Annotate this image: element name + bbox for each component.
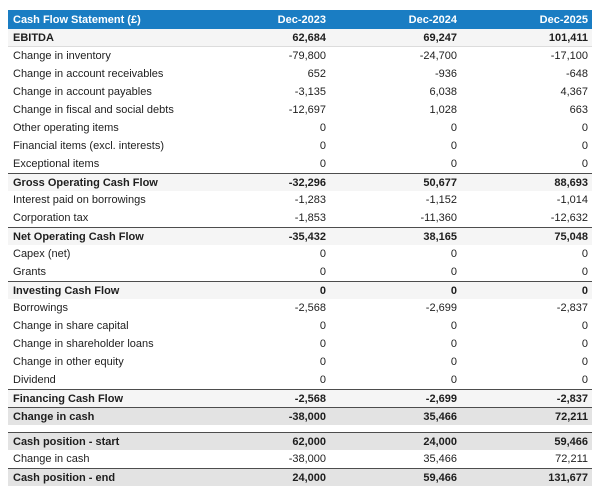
row-label: Interest paid on borrowings — [13, 194, 146, 206]
cell-value: -1,283 — [294, 194, 326, 206]
cell-value: 0 — [450, 374, 457, 386]
cell-value: 0 — [581, 140, 588, 152]
table-row — [8, 65, 592, 83]
row-label: Change in share capital — [13, 320, 129, 332]
row-label: Cash position - end — [13, 471, 116, 484]
cell-value: -32,296 — [288, 176, 326, 189]
cell-value: 0 — [319, 140, 326, 152]
cell-value: -2,568 — [294, 392, 326, 405]
row-label: Financial items (excl. interests) — [13, 140, 164, 152]
table-header-row — [8, 10, 592, 29]
row-label: Change in inventory — [13, 50, 111, 62]
table-row — [8, 227, 592, 245]
row-label: Corporation tax — [13, 212, 89, 224]
cell-value: -24,700 — [419, 50, 457, 62]
cell-value: 0 — [319, 122, 326, 134]
cell-value: -1,152 — [425, 194, 457, 206]
cell-value: 0 — [581, 158, 588, 170]
table-row — [8, 209, 592, 227]
cell-value: 1,028 — [429, 104, 457, 116]
cell-value: 0 — [581, 266, 588, 278]
cell-value: 0 — [581, 248, 588, 260]
cell-value: 72,211 — [554, 410, 588, 423]
table-row — [8, 468, 592, 486]
cell-value: -648 — [565, 68, 588, 80]
cell-value: 0 — [450, 338, 457, 350]
table-row — [8, 432, 592, 450]
cell-value: 0 — [450, 356, 457, 368]
row-label: Change in cash — [13, 453, 90, 465]
cell-value: 0 — [450, 248, 457, 260]
table-row — [8, 389, 592, 407]
cell-value: 69,247 — [423, 31, 457, 44]
cell-value: 38,165 — [423, 230, 457, 243]
cell-value: -2,568 — [294, 302, 326, 314]
cell-value: -12,697 — [288, 104, 326, 116]
cell-value: 6,038 — [429, 86, 457, 98]
cell-value: -936 — [434, 68, 457, 80]
cell-value: 0 — [319, 374, 326, 386]
row-label: Investing Cash Flow — [13, 284, 120, 297]
cell-value: 75,048 — [554, 230, 588, 243]
cell-value: 0 — [450, 266, 457, 278]
table-row — [8, 317, 592, 335]
row-label: Other operating items — [13, 122, 119, 134]
cell-value: 0 — [319, 356, 326, 368]
table-row — [8, 29, 592, 47]
cell-value: -12,632 — [550, 212, 588, 224]
cell-value: 0 — [450, 122, 457, 134]
cell-value: 35,466 — [423, 410, 457, 423]
cell-value: 663 — [569, 104, 588, 116]
table-row — [8, 83, 592, 101]
cell-value: 62,000 — [292, 435, 326, 448]
cell-value: 0 — [319, 158, 326, 170]
cell-value: 50,677 — [423, 176, 457, 189]
table-row — [8, 137, 592, 155]
cell-value: 0 — [581, 374, 588, 386]
cell-value: 0 — [581, 320, 588, 332]
row-label: Change in cash — [13, 410, 95, 423]
table-row — [8, 155, 592, 173]
cell-value: -79,800 — [288, 50, 326, 62]
cash-flow-statement-table — [8, 10, 592, 486]
cell-value: 0 — [319, 266, 326, 278]
cell-value: 0 — [319, 284, 326, 297]
cell-value: 35,466 — [423, 453, 457, 465]
cell-value: -38,000 — [288, 410, 326, 423]
cell-value: -1,853 — [294, 212, 326, 224]
cell-value: 0 — [319, 248, 326, 260]
row-label: Cash position - start — [13, 435, 120, 448]
cell-value: -2,837 — [556, 302, 588, 314]
row-label: Change in account payables — [13, 86, 152, 98]
cell-value: 0 — [450, 284, 457, 297]
cell-value: 0 — [450, 158, 457, 170]
table-row — [8, 101, 592, 119]
table-row — [8, 407, 592, 425]
table-row — [8, 353, 592, 371]
table-row — [8, 299, 592, 317]
row-label: Change in other equity — [13, 356, 124, 368]
row-label: Change in shareholder loans — [13, 338, 154, 350]
table-body — [8, 29, 592, 486]
table-title: Cash Flow Statement (£) — [13, 13, 141, 26]
cell-value: 652 — [307, 68, 326, 80]
cell-value: 88,693 — [554, 176, 588, 189]
column-header-dec-2024: Dec-2024 — [408, 13, 457, 26]
cell-value: -2,699 — [425, 302, 457, 314]
row-label: Dividend — [13, 374, 56, 386]
row-label: EBITDA — [13, 31, 54, 44]
cell-value: -11,360 — [420, 212, 457, 224]
cell-value: 131,677 — [548, 471, 588, 484]
column-header-dec-2025: Dec-2025 — [539, 13, 588, 26]
cell-value: 62,684 — [292, 31, 326, 44]
column-header-dec-2023: Dec-2023 — [277, 13, 326, 26]
table-row — [8, 47, 592, 65]
cell-value: 101,411 — [548, 31, 588, 44]
cell-value: -1,014 — [556, 194, 588, 206]
table-row — [8, 119, 592, 137]
cell-value: -35,432 — [288, 230, 326, 243]
row-label: Change in fiscal and social debts — [13, 104, 174, 116]
cell-value: -38,000 — [288, 453, 326, 465]
cell-value: 0 — [581, 338, 588, 350]
row-label: Borrowings — [13, 302, 69, 314]
cell-value: 0 — [450, 140, 457, 152]
cell-value: 0 — [581, 122, 588, 134]
cell-value: 0 — [450, 320, 457, 332]
cell-value: -2,699 — [425, 392, 457, 405]
row-label: Capex (net) — [13, 248, 71, 260]
section-gap — [8, 425, 592, 432]
cell-value: 59,466 — [423, 471, 457, 484]
cell-value: -3,135 — [294, 86, 326, 98]
row-label: Exceptional items — [13, 158, 100, 170]
table-row — [8, 335, 592, 353]
cell-value: 0 — [581, 284, 588, 297]
row-label: Grants — [13, 266, 47, 278]
row-label: Net Operating Cash Flow — [13, 230, 144, 243]
cell-value: 4,367 — [560, 86, 588, 98]
cell-value: 0 — [581, 356, 588, 368]
table-row — [8, 371, 592, 389]
cell-value: 0 — [319, 320, 326, 332]
table-row — [8, 173, 592, 191]
table-row — [8, 450, 592, 468]
cell-value: 24,000 — [292, 471, 326, 484]
cell-value: 24,000 — [423, 435, 457, 448]
row-label: Financing Cash Flow — [13, 392, 124, 405]
table-row — [8, 191, 592, 209]
row-label: Change in account receivables — [13, 68, 164, 80]
cell-value: 72,211 — [555, 453, 588, 465]
table-row — [8, 281, 592, 299]
cell-value: 0 — [319, 338, 326, 350]
cell-value: -2,837 — [556, 392, 588, 405]
cell-value: 59,466 — [554, 435, 588, 448]
cell-value: -17,100 — [550, 50, 588, 62]
row-label: Gross Operating Cash Flow — [13, 176, 158, 189]
table-row — [8, 263, 592, 281]
table-row — [8, 245, 592, 263]
